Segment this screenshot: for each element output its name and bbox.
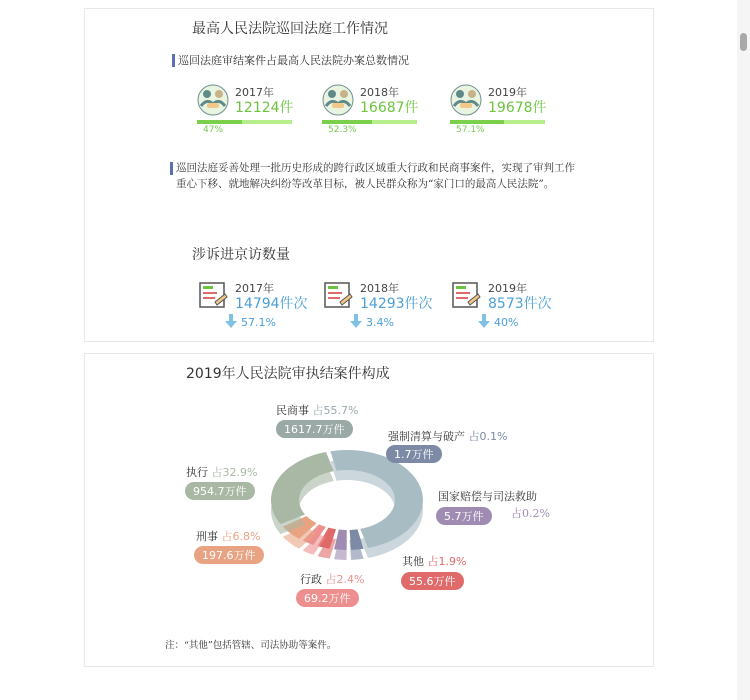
progress-percent: 47%	[203, 125, 224, 135]
label-enforcement: 执行 占32.9%	[186, 466, 258, 479]
value-administrative: 69.2万件	[296, 589, 359, 607]
value-state-compensation: 5.7万件	[436, 507, 492, 525]
label-bankruptcy: 强制清算与破产 占0.1%	[388, 430, 508, 443]
stat-year: 2019年	[488, 282, 527, 295]
stat-count: 12124件	[235, 100, 294, 116]
stat-year: 2018年	[360, 86, 399, 99]
value-criminal: 197.6万件	[194, 546, 264, 564]
donut-slice	[334, 530, 347, 550]
change-percent: 57.1%	[241, 316, 276, 329]
vertical-scrollbar[interactable]	[737, 0, 750, 700]
label-state-compensation: 国家赔偿与司法救助	[438, 490, 537, 503]
stat-year: 2019年	[488, 86, 527, 99]
stat-year: 2018年	[360, 282, 399, 295]
section1-title: 最高人民法院巡回法庭工作情况	[192, 21, 388, 37]
section2-title: 涉诉进京访数量	[192, 247, 290, 263]
stat-year: 2017年	[235, 86, 274, 99]
stat-year: 2017年	[235, 282, 274, 295]
label-other: 其他 占1.9%	[402, 555, 467, 568]
stat-count: 14293件次	[360, 296, 433, 312]
section3-title: 2019年人民法院审执结案件构成	[186, 366, 390, 382]
value-bankruptcy: 1.7万件	[386, 445, 442, 463]
stat-count: 19678件	[488, 100, 547, 116]
section1-subtitle: 巡回法庭审结案件占最高人民法院办案总数情况	[178, 52, 409, 68]
value-civil-commercial: 1617.7万件	[276, 420, 353, 438]
label-administrative: 行政 占2.4%	[300, 573, 365, 586]
percent-state-compensation: 占0.2%	[511, 507, 550, 520]
circuit-court-note: 巡回法庭妥善处理一批历史形成的跨行政区域重大行政和民商事案件，实现了审判工作重心下移、就地解决纠纷等改革目标，被人民群众称为“家门口的最高人民法院”。	[176, 160, 576, 192]
label-criminal: 刑事 占6.8%	[196, 530, 261, 543]
change-percent: 3.4%	[366, 316, 394, 329]
footnote: 注：“其他”包括管辖、司法协助等案件。	[165, 640, 337, 651]
donut-slice	[271, 452, 334, 524]
label-civil-commercial: 民商事 占55.7%	[276, 404, 359, 417]
value-enforcement: 954.7万件	[185, 482, 255, 500]
change-percent: 40%	[494, 316, 519, 329]
progress-percent: 57.1%	[456, 125, 485, 135]
progress-percent: 52.3%	[328, 125, 357, 135]
value-other: 55.6万件	[401, 572, 464, 590]
stat-count: 16687件	[360, 100, 419, 116]
stat-count: 14794件次	[235, 296, 308, 312]
scrollbar-thumb[interactable]	[740, 33, 747, 51]
stat-count: 8573件次	[488, 296, 552, 312]
